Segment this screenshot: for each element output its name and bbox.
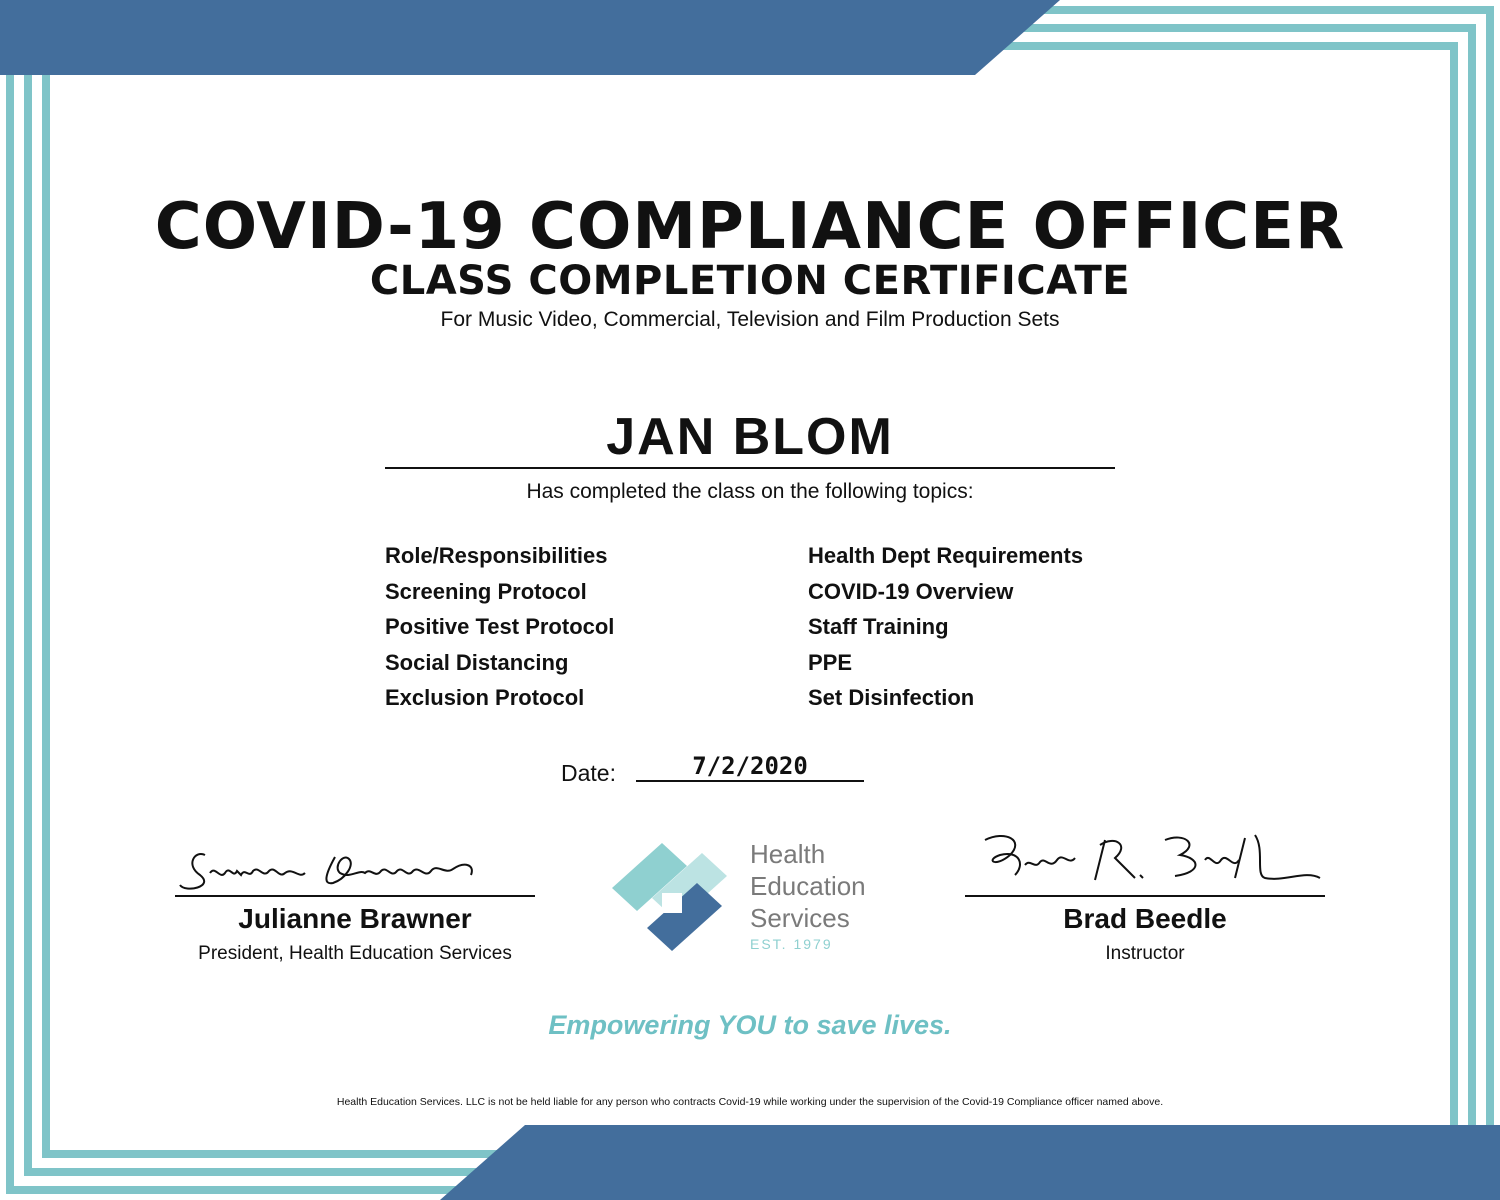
liability-disclaimer: Health Education Services. LLC is not be held liable for any person who contracts Covid-19 while working under the supervision of the Covid-19 Compliance officer named above. [336,1096,1164,1108]
date-value: 7/2/2020 [692,752,808,780]
bottom-navy-band [440,1125,1500,1200]
logo-established: EST. 1979 [750,936,833,952]
signature-julianne-brawner [175,845,535,895]
date-underline [636,780,864,782]
date-label: Date: [561,760,616,786]
signature-line-right [965,895,1325,897]
topics-left-column [385,538,614,716]
topic-item: PPE [808,649,853,675]
signer-title-right: Instructor [1105,943,1185,964]
signature-line-left [175,895,535,897]
signer-title-left: President, Health Education Services [198,943,512,964]
topic-item: Positive Test Protocol [385,614,615,639]
topics-right-column [808,538,1083,716]
logo-line-2: Education [750,871,866,901]
topic-item: Health Dept Requirements [808,543,1084,568]
certificate-subtitle: CLASS COMPLETION CERTIFICATE [369,258,1131,304]
tagline: Empowering YOU to save lives. [548,1010,952,1040]
logo-line-1: Health [750,839,826,869]
signature-block-left [145,845,565,965]
topic-item: COVID-19 Overview [808,578,1014,604]
hes-logo-icon [607,838,732,953]
signer-name-left: Julianne Brawner [238,903,472,934]
recipient-underline [385,467,1115,469]
health-education-services-logo [607,838,907,958]
topic-item: Social Distancing [385,649,569,675]
topic-item: Screening Protocol [385,578,587,604]
topic-item: Set Disinfection [808,685,975,710]
recipient-name: JAN BLOM [606,408,894,466]
signer-name-right: Brad Beedle [1063,903,1227,934]
completion-statement: Has completed the class on the following topics: [526,480,974,503]
certificate-description: For Music Video, Commercial, Television and Film Production Sets [440,308,1060,331]
topic-item: Role/Responsibilities [385,543,608,568]
logo-wordmark [750,838,866,934]
top-navy-band [0,0,1060,75]
signature-brad-beedle [965,830,1325,895]
logo-line-3: Services [750,903,850,933]
certificate-title: COVID-19 COMPLIANCE OFFICER [154,190,1346,264]
signature-block-right [935,830,1355,965]
topic-item: Staff Training [808,614,949,639]
topic-item: Exclusion Protocol [385,685,585,710]
